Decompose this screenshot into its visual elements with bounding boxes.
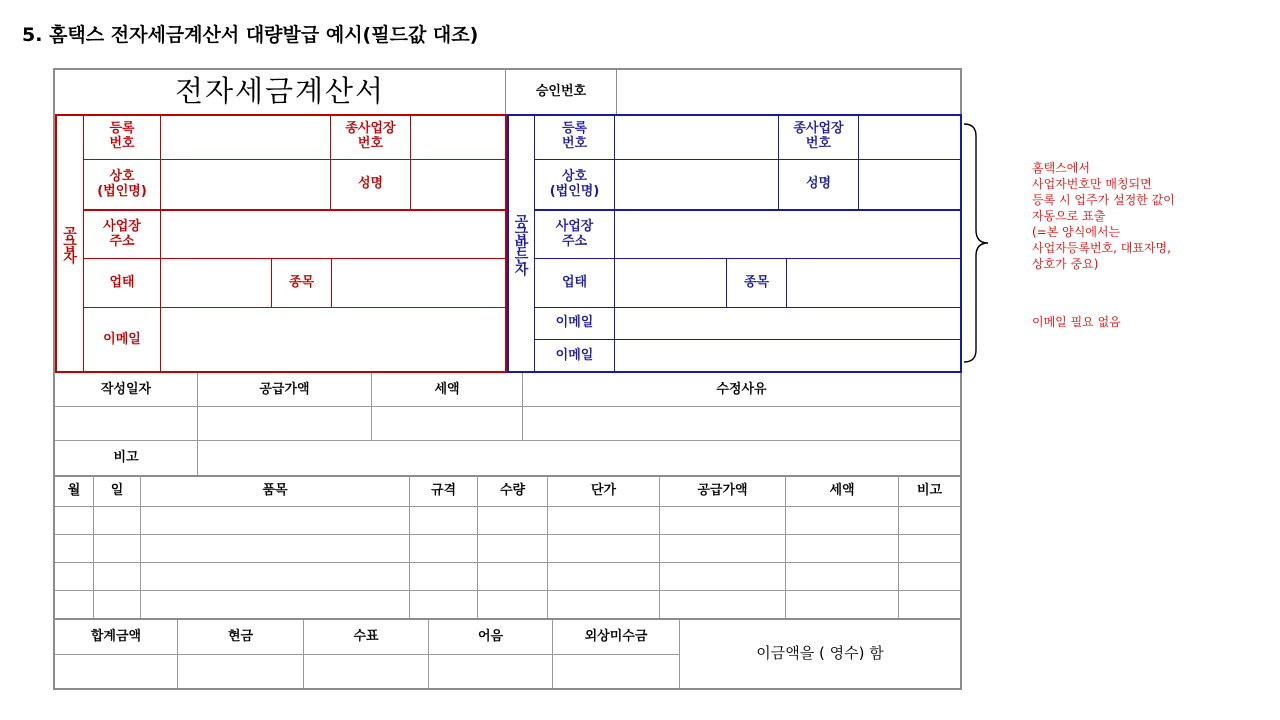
- tax-amount-label: 세액: [434, 381, 460, 397]
- form-title: 전자세금계산서: [174, 74, 386, 109]
- receiver-reg-no-label: 등록 번호: [561, 121, 588, 151]
- supplier-side-label: 공급자: [61, 225, 78, 262]
- supplier-email-label: 이메일: [103, 331, 141, 347]
- annotation-note: 홈택스에서 사업자번호만 매칭되면 등록 시 업주가 설정한 값이 자동으로 표출 (=본 양식에서는 사업자등록번호, 대표자명, 상호가 중요): [1032, 161, 1175, 271]
- receiver-email2-field[interactable]: [615, 340, 960, 372]
- receiver-email1-field[interactable]: [615, 308, 960, 339]
- supplier-business-item-field[interactable]: [332, 259, 506, 307]
- cash-label: 현금: [227, 628, 254, 644]
- supplier-business-type-field[interactable]: [161, 259, 271, 307]
- supplier-ceo-name-label: 성명: [357, 176, 384, 192]
- total-amount-label: 합계금액: [90, 628, 142, 644]
- item-row[interactable]: [55, 507, 960, 534]
- receiver-branch-no-label: 종사업장 번호: [793, 121, 844, 151]
- supplier-business-item-label: 종목: [288, 274, 315, 290]
- revision-reason-label: 수정사유: [716, 381, 767, 397]
- curly-bracket-icon: [962, 118, 996, 368]
- receiver-business-item-label: 종목: [743, 274, 770, 290]
- receiver-ceo-name-field[interactable]: [859, 160, 960, 209]
- supplier-reg-no-label: 등록 번호: [109, 121, 135, 151]
- check-field[interactable]: [304, 655, 428, 688]
- page-title: 5. 홈택스 전자세금계산서 대량발급 예시(필드값 대조): [22, 24, 479, 46]
- items-header-tax: 세액: [829, 482, 855, 498]
- receiver-email2-label: 이메일: [555, 347, 594, 363]
- receiver-reg-no-field[interactable]: [615, 115, 778, 159]
- approval-number-field[interactable]: [617, 70, 960, 114]
- supplier-trade-name-field[interactable]: [161, 160, 330, 209]
- item-row[interactable]: [55, 563, 960, 590]
- bill-label: 어음: [477, 628, 504, 644]
- written-date-field[interactable]: [55, 407, 197, 440]
- written-date-label: 작성일자: [100, 381, 152, 397]
- item-row[interactable]: [55, 591, 960, 618]
- supply-amount-field[interactable]: [198, 407, 371, 440]
- cash-field[interactable]: [178, 655, 303, 688]
- item-row[interactable]: [55, 535, 960, 562]
- receiver-business-item-field[interactable]: [787, 259, 960, 307]
- supplier-address-label: 사업장 주소: [103, 218, 141, 249]
- items-header-supply-amount: 공급가액: [697, 482, 748, 498]
- items-header-month: 월: [67, 482, 81, 498]
- items-header-qty: 수량: [499, 482, 526, 498]
- supplier-address-field[interactable]: [161, 211, 506, 258]
- receiver-ceo-name-label: 성명: [805, 176, 832, 192]
- credit-field[interactable]: [553, 655, 679, 688]
- supplier-ceo-name-field[interactable]: [411, 160, 506, 209]
- receiver-address-field[interactable]: [615, 211, 960, 258]
- supplier-branch-no-label: 종사업장 번호: [345, 121, 396, 151]
- receiver-branch-no-field[interactable]: [859, 115, 960, 159]
- remarks-label: 비고: [113, 449, 139, 465]
- supplier-trade-name-label: 상호 (법인명): [97, 168, 147, 199]
- items-header-item: 품목: [262, 482, 288, 498]
- supplier-business-type-label: 업태: [109, 274, 135, 290]
- total-amount-field[interactable]: [55, 655, 177, 688]
- tax-amount-field[interactable]: [372, 407, 522, 440]
- credit-label: 외상미수금: [584, 628, 648, 644]
- approval-number-label: 승인번호: [535, 83, 587, 99]
- items-header-day: 일: [110, 482, 124, 498]
- supply-amount-label: 공급가액: [259, 381, 310, 397]
- check-label: 수표: [353, 628, 379, 644]
- receiver-business-type-field[interactable]: [615, 259, 726, 307]
- items-header-spec: 규격: [430, 482, 457, 498]
- bill-field[interactable]: [429, 655, 552, 688]
- receiver-business-type-label: 업태: [561, 274, 588, 290]
- supplier-branch-no-field[interactable]: [411, 115, 506, 159]
- supplier-email-field[interactable]: [161, 308, 506, 372]
- supplier-reg-no-field[interactable]: [161, 115, 330, 159]
- receiver-side-label: 공급받는자: [512, 213, 529, 274]
- remarks-field[interactable]: [198, 441, 960, 475]
- items-header-unit-price: 단가: [590, 482, 617, 498]
- annotation-email-note: 이메일 필요 없음: [1032, 315, 1121, 329]
- receiver-trade-name-field[interactable]: [615, 160, 778, 209]
- revision-reason-field[interactable]: [523, 407, 960, 440]
- receiver-address-label: 사업장 주소: [555, 218, 594, 249]
- receiver-trade-name-label: 상호 (법인명): [549, 168, 600, 199]
- receipt-phrase: 이금액을 ( 영수) 함: [756, 644, 884, 663]
- receiver-email1-label: 이메일: [555, 315, 594, 331]
- items-header-remarks: 비고: [916, 482, 943, 498]
